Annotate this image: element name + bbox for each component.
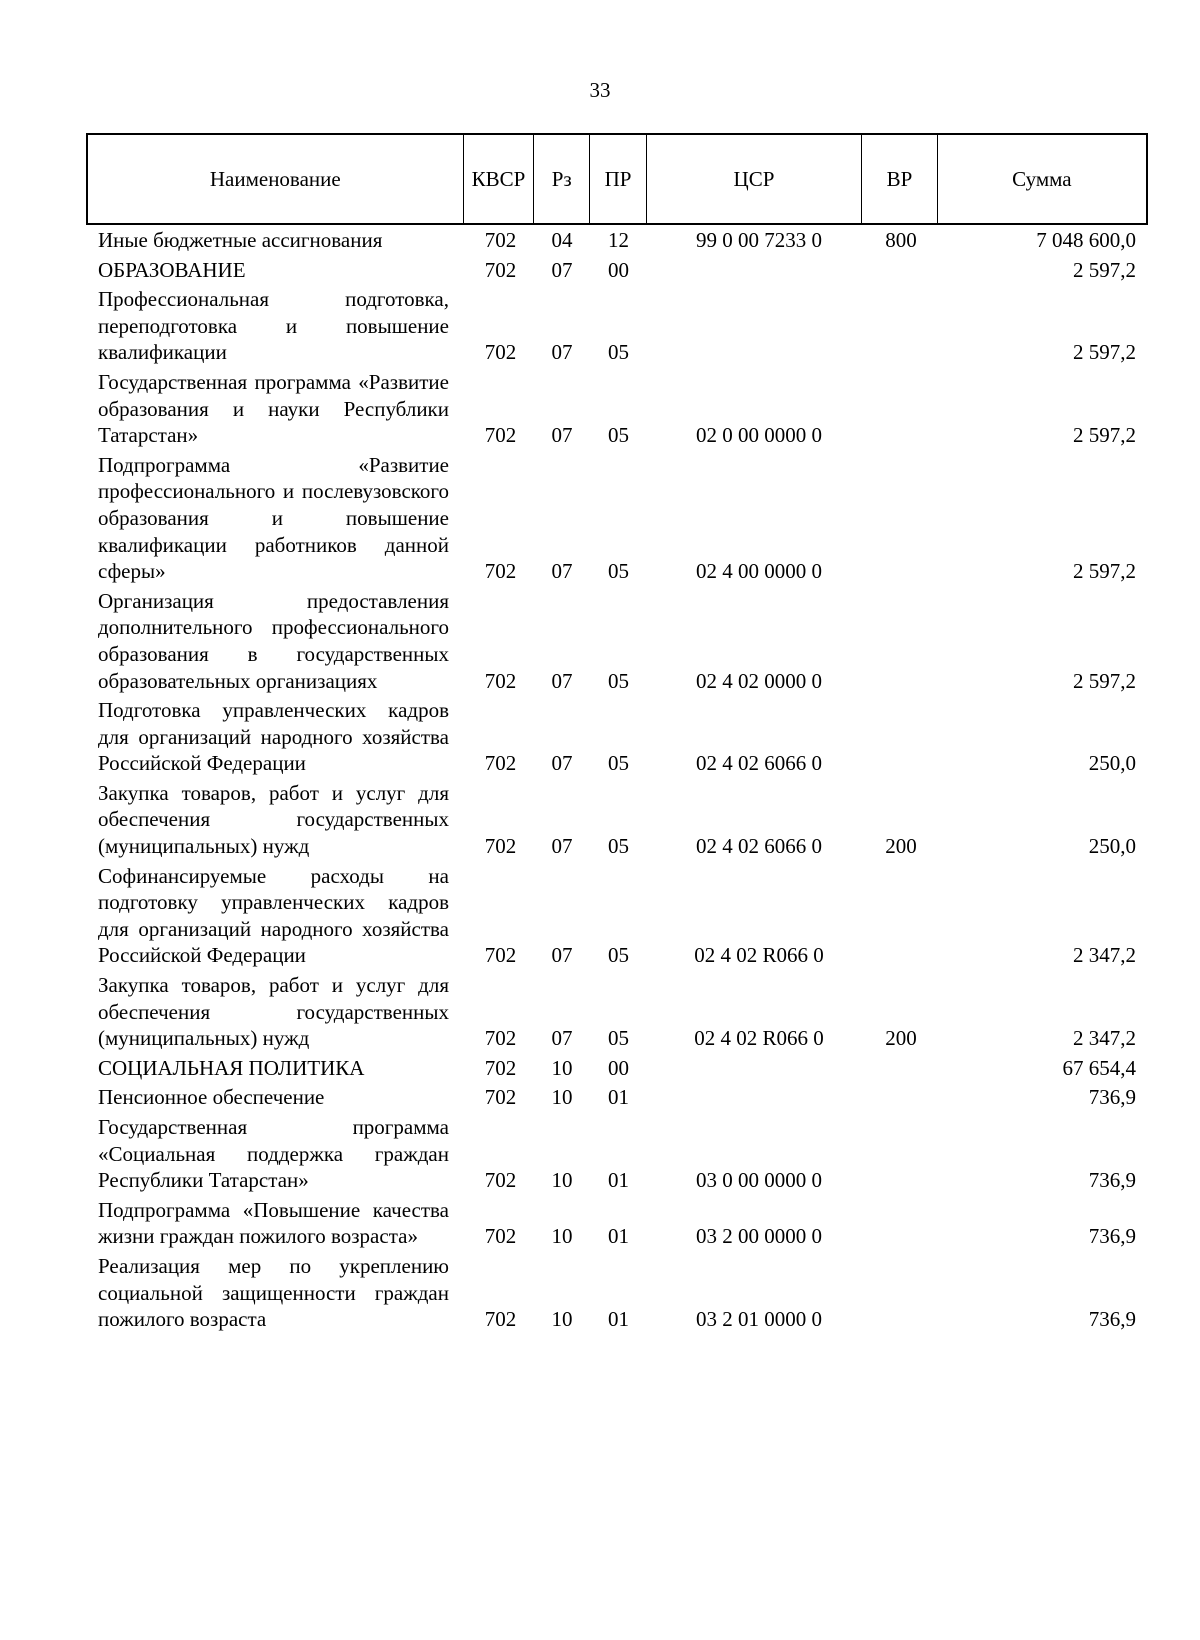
cell-sum: 67 654,4 [1062, 1055, 1136, 1080]
cell-csr: 99 0 00 7233 0 [696, 228, 822, 252]
cell-name: Закупка товаров, работ и услуг для обеспечения государственных (муниципальных) нужд [98, 780, 449, 859]
table-row [86, 257, 1148, 284]
header-kvsr: КВСР [464, 135, 535, 223]
cell-kvsr: 702 [484, 1168, 517, 1193]
cell-vr [863, 1084, 939, 1111]
cell-pr: 05 [608, 559, 629, 584]
table-row [86, 1114, 1148, 1194]
cell-csr: 02 4 02 R066 0 [694, 1026, 824, 1051]
cell-name: Подпрограмма «Повышение качества жизни граждан пожилого возраста» [98, 1197, 449, 1249]
cell-rz: 07 [551, 257, 573, 282]
header-pr: ПР [590, 135, 647, 223]
cell-rz: 04 [551, 228, 573, 252]
cell-sum: 736,9 [1088, 1307, 1136, 1332]
cell-pr: 05 [608, 1026, 629, 1051]
cell-pr: 01 [608, 1224, 629, 1249]
cell-csr: 02 4 02 6066 0 [696, 834, 822, 859]
cell-csr: 02 0 00 0000 0 [696, 423, 822, 448]
cell-vr [863, 1114, 939, 1194]
cell-pr: 00 [608, 257, 629, 282]
header-csr: ЦСР [647, 135, 862, 223]
cell-rz: 07 [551, 834, 573, 859]
cell-pr: 00 [608, 1055, 629, 1080]
cell-kvsr: 702 [484, 340, 517, 365]
table-row [86, 286, 1148, 366]
table-row [86, 1253, 1148, 1333]
cell-rz: 10 [551, 1055, 573, 1080]
cell-name: Иные бюджетные ассигнования [98, 228, 383, 252]
cell-kvsr: 702 [484, 559, 517, 584]
table-row [86, 227, 1148, 254]
cell-name: Софинансируемые расходы на подготовку управленческих кадров для организаций народного хозяйства Российской Федерации [98, 863, 449, 968]
cell-kvsr: 702 [484, 257, 517, 282]
cell-name: ОБРАЗОВАНИЕ [98, 257, 246, 282]
page-number: 33 [589, 78, 611, 102]
cell-rz: 07 [551, 559, 573, 584]
cell-rz: 10 [551, 1168, 573, 1193]
header-vr: ВР [862, 135, 938, 223]
cell-pr: 01 [608, 1168, 629, 1193]
cell-sum: 736,9 [1088, 1168, 1136, 1193]
cell-pr: 12 [608, 228, 629, 252]
cell-rz: 10 [551, 1224, 573, 1249]
cell-vr [863, 452, 939, 585]
table-row [86, 697, 1148, 777]
cell-sum: 250,0 [1088, 751, 1136, 776]
table-header [86, 133, 1148, 225]
cell-sum: 736,9 [1088, 1224, 1136, 1249]
cell-kvsr: 702 [484, 1224, 517, 1249]
cell-pr: 05 [608, 834, 629, 859]
cell-name: Государственная программа «Развитие образования и науки Республики Татарстан» [98, 369, 449, 448]
cell-rz: 07 [551, 423, 573, 448]
cell-csr: 02 4 02 6066 0 [696, 751, 822, 776]
cell-kvsr: 702 [484, 668, 517, 693]
cell-rz: 10 [551, 1085, 573, 1110]
cell-name: Пенсионное обеспечение [98, 1085, 325, 1110]
cell-rz: 07 [551, 751, 573, 776]
cell-vr [863, 1253, 939, 1333]
cell-sum: 2 597,2 [1073, 257, 1136, 282]
cell-pr: 01 [608, 1085, 629, 1110]
table-row [86, 972, 1148, 1052]
cell-csr: 03 2 01 0000 0 [696, 1307, 822, 1332]
cell-vr [863, 1197, 939, 1250]
cell-name: Государственная программа «Социальная поддержка граждан Республики Татарстан» [98, 1115, 449, 1193]
cell-kvsr: 702 [484, 228, 517, 252]
cell-kvsr: 702 [484, 1085, 517, 1110]
cell-kvsr: 702 [484, 1026, 517, 1051]
cell-kvsr: 702 [484, 834, 517, 859]
header-rz: Рз [534, 135, 590, 223]
table-row [86, 369, 1148, 449]
table-body [86, 227, 1148, 1333]
cell-rz: 07 [551, 340, 573, 365]
cell-sum: 2 597,2 [1073, 340, 1136, 365]
budget-table [86, 133, 1148, 1333]
cell-pr: 05 [608, 751, 629, 776]
table-row [86, 1084, 1148, 1111]
cell-csr [647, 1084, 863, 1111]
cell-csr: 02 4 02 0000 0 [696, 668, 822, 693]
cell-vr: 800 [885, 228, 917, 252]
table-row [86, 1055, 1148, 1082]
cell-sum: 2 597,2 [1073, 423, 1136, 448]
cell-vr [863, 1055, 939, 1082]
cell-name: Реализация мер по укреплению социальной защищенности граждан пожилого возраста [98, 1253, 449, 1332]
cell-vr [863, 697, 939, 777]
table-row [86, 588, 1148, 694]
cell-sum: 2 597,2 [1073, 559, 1136, 584]
cell-vr [863, 257, 939, 284]
cell-pr: 05 [608, 943, 629, 968]
cell-csr [647, 286, 863, 366]
cell-sum: 250,0 [1088, 834, 1136, 859]
cell-csr: 02 4 02 R066 0 [694, 943, 824, 968]
cell-vr: 200 [885, 1026, 917, 1051]
cell-pr: 05 [608, 340, 629, 365]
cell-csr: 03 0 00 0000 0 [696, 1168, 822, 1193]
cell-sum: 2 347,2 [1073, 1026, 1136, 1051]
cell-vr: 200 [885, 834, 917, 859]
header-sum: Сумма [1012, 166, 1072, 191]
cell-pr: 05 [608, 668, 629, 693]
table-row [86, 863, 1148, 969]
cell-csr: 02 4 00 0000 0 [696, 559, 822, 584]
cell-vr [863, 588, 939, 694]
cell-name: СОЦИАЛЬНАЯ ПОЛИТИКА [98, 1055, 365, 1080]
cell-kvsr: 702 [484, 751, 517, 776]
cell-name: Закупка товаров, работ и услуг для обеспечения государственных (муниципальных) нужд [98, 973, 449, 1051]
cell-name: Подготовка управленческих кадров для организаций народного хозяйства Российской Федерации [98, 698, 449, 776]
cell-csr [647, 257, 863, 284]
cell-vr [863, 286, 939, 366]
table-row [86, 1197, 1148, 1250]
cell-name: Профессиональная подготовка, переподготовка и повышение квалификации [98, 287, 449, 365]
header-name: Наименование [88, 135, 464, 223]
cell-rz: 07 [551, 668, 573, 693]
cell-sum: 7 048 600,0 [1036, 228, 1136, 252]
cell-name: Подпрограмма «Развитие профессионального и послевузовского образования и повышение квалификации работников данной сферы» [98, 452, 449, 584]
table-row [86, 452, 1148, 585]
cell-rz: 10 [551, 1307, 573, 1332]
cell-sum: 2 597,2 [1073, 668, 1136, 693]
cell-kvsr: 702 [484, 423, 517, 448]
cell-rz: 07 [551, 943, 573, 968]
cell-sum: 736,9 [1088, 1085, 1136, 1110]
cell-sum: 2 347,2 [1073, 943, 1136, 968]
cell-name: Организация предоставления дополнительного профессионального образования в государственных образовательных организациях [98, 588, 449, 693]
cell-csr [647, 1055, 863, 1082]
cell-vr [863, 863, 939, 969]
cell-kvsr: 702 [484, 1307, 517, 1332]
cell-vr [863, 369, 939, 449]
cell-kvsr: 702 [484, 1055, 517, 1080]
cell-pr: 01 [608, 1307, 629, 1332]
cell-csr: 03 2 00 0000 0 [696, 1224, 822, 1249]
table-row [86, 780, 1148, 860]
cell-kvsr: 702 [484, 943, 517, 968]
cell-rz: 07 [551, 1026, 573, 1051]
cell-pr: 05 [608, 423, 629, 448]
